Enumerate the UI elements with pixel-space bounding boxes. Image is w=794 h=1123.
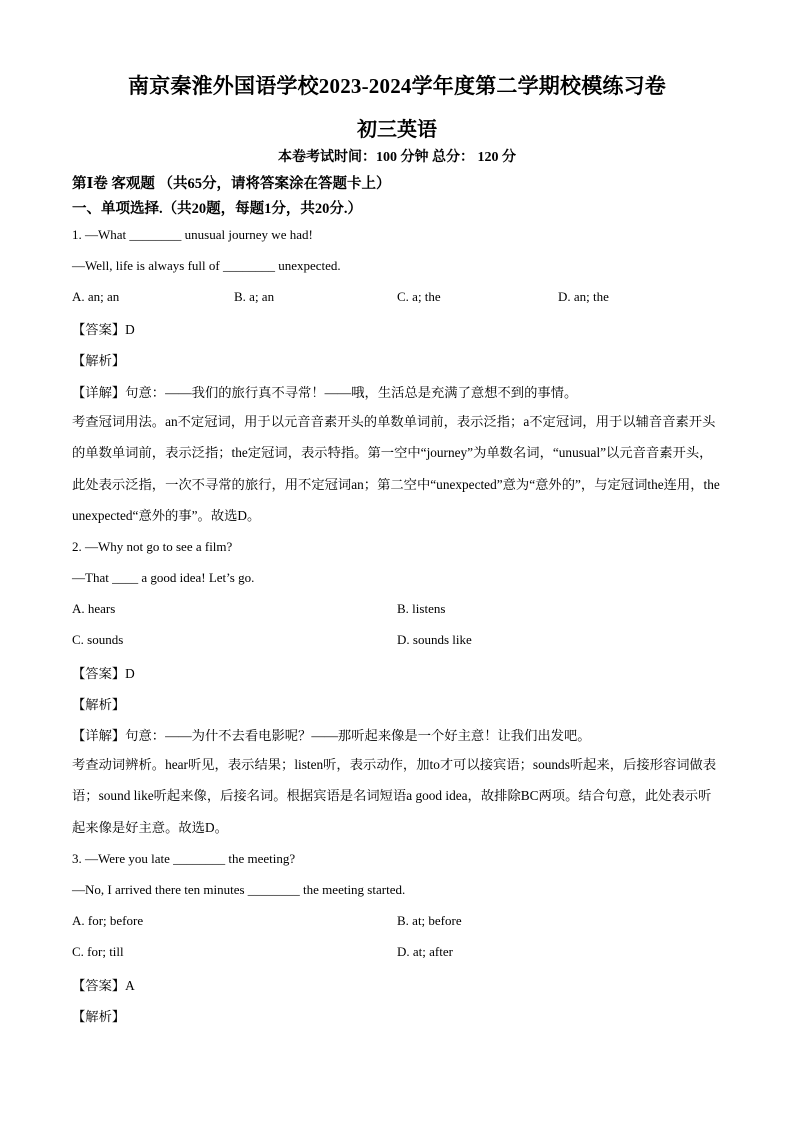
- q3-option-c: C. for; till: [72, 944, 124, 959]
- q2-detail: 【详解】句意：——为什不去看电影呢？——那听起来像是一个好主意！让我们出发吧。: [72, 728, 591, 743]
- q2-option-d: D. sounds like: [397, 632, 472, 647]
- q3-answer: 【答案】A: [72, 978, 135, 993]
- q3-option-a: A. for; before: [72, 913, 144, 928]
- part-heading: 第Ⅰ卷 客观题 （共65分，请将答案涂在答题卡上）: [72, 176, 391, 192]
- exam-subject: 初三英语: [357, 119, 437, 141]
- section-heading: 一、单项选择.（共20题，每题1分，共20分.）: [72, 201, 362, 217]
- q3-analysis-label: 【解析】: [72, 1009, 126, 1024]
- q1-detail: 【详解】句意：——我们的旅行真不寻常！——哦，生活总是充满了意想不到的事情。: [72, 385, 578, 400]
- exam-info: 本卷考试时间：100 分钟 总分： 120 分: [278, 150, 516, 165]
- q2-analysis-label: 【解析】: [72, 697, 126, 712]
- q1-option-c: C. a; the: [397, 289, 441, 304]
- question-3-line-1: 3. —Were you late ________ the meeting?: [72, 851, 296, 866]
- q1-analysis-label: 【解析】: [72, 353, 126, 368]
- q2-answer: 【答案】D: [72, 666, 135, 681]
- q3-option-d: D. at; after: [397, 944, 453, 959]
- q1-explanation: 考查冠词用法。an不定冠词，用于以元音音素开头的单数单词前，表示泛指；a不定冠词，用于以辅音音素开头的单数单词前，表示泛指；the定冠词，表示特指。第一空中“journey”为单数名词，“unusual”以元音音素开头，此处表示泛指，一次不寻常的旅行，用不定冠词an；第二空中“unexpected”意为“意外的”，与定冠词the连用，the unexpected“意外的事”。故选D。: [72, 414, 720, 523]
- q1-option-d: D. an; the: [558, 289, 609, 304]
- question-1-line-2: —Well, life is always full of ________ unexpected.: [72, 258, 341, 273]
- q2-option-a: A. hears: [72, 601, 116, 616]
- q1-answer: 【答案】D: [72, 322, 135, 337]
- question-2-line-2: —That ____ a good idea! Let’s go.: [72, 570, 255, 585]
- question-2-line-1: 2. —Why not go to see a film?: [72, 539, 233, 554]
- exam-title: 南京秦淮外国语学校2023-2024学年度第二学期校模练习卷: [128, 74, 666, 98]
- q2-option-b: B. listens: [397, 601, 446, 616]
- q1-option-a: A. an; an: [72, 289, 120, 304]
- question-1-line-1: 1. —What ________ unusual journey we had!: [72, 227, 313, 242]
- q3-option-b: B. at; before: [397, 913, 462, 928]
- question-3-line-2: —No, I arrived there ten minutes ________ the meeting started.: [72, 882, 406, 897]
- q2-explanation: 考查动词辨析。hear听见，表示结果；listen听，表示动作，加to才可以接宾语；sounds听起来，后接形容词做表语；sound like听起来像，后接名词。根据宾语是名词短语a good idea，故排除BC两项。结合句意，此处表示听起来像是好主意。故选D。: [72, 757, 717, 835]
- q2-option-c: C. sounds: [72, 632, 124, 647]
- q1-option-b: B. a; an: [234, 289, 275, 304]
